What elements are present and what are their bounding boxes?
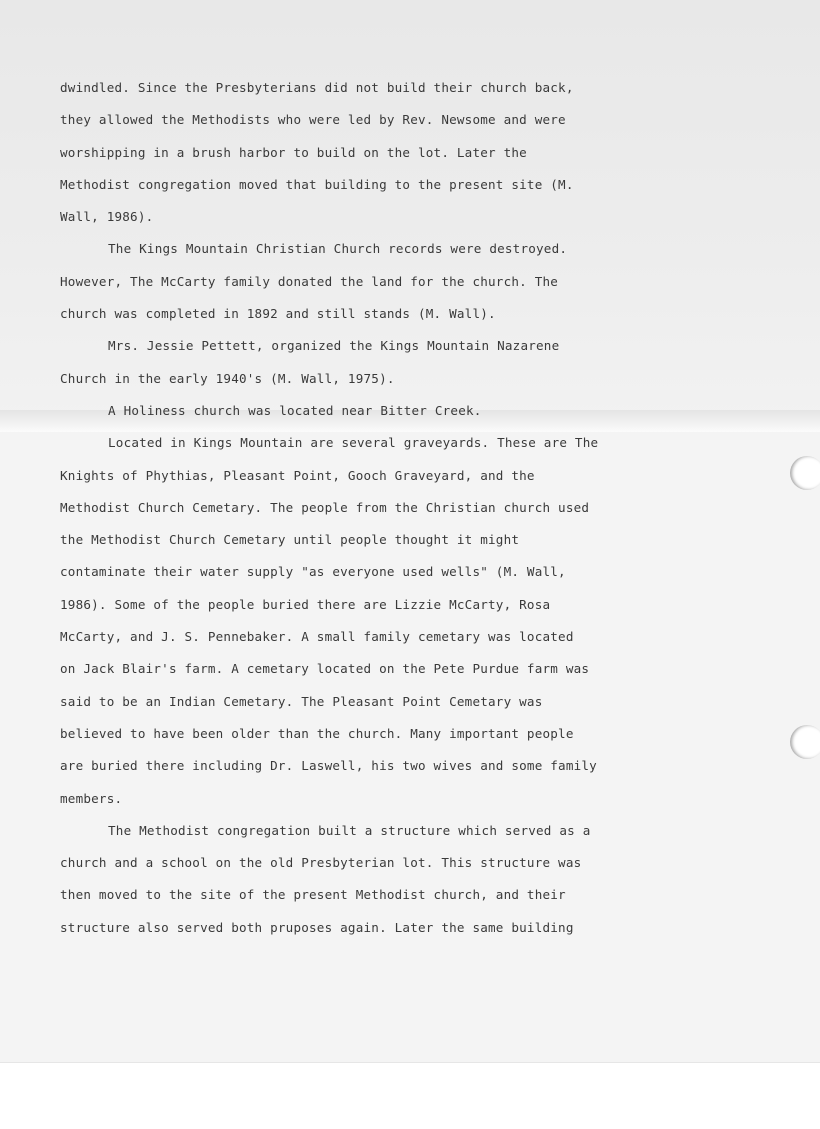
text-line: then moved to the site of the present Methodist church, and their bbox=[60, 887, 566, 903]
text-line: Methodist Church Cemetary. The people from the Christian church used bbox=[60, 499, 590, 515]
text-line: However, The McCarty family donated the land for the church. The bbox=[60, 273, 559, 289]
text-line: church was completed in 1892 and still stands (M. Wall). bbox=[60, 306, 496, 322]
document-body bbox=[60, 72, 760, 944]
text-line: The Kings Mountain Christian Church records were destroyed. bbox=[108, 241, 568, 257]
punch-hole-icon bbox=[790, 456, 820, 490]
text-line: Knights of Phythias, Pleasant Point, Gooch Graveyard, and the bbox=[60, 467, 535, 483]
text-line: believed to have been older than the church. Many important people bbox=[60, 725, 574, 741]
text-line: structure also served both pruposes again. Later the same building bbox=[60, 919, 574, 935]
text-line: on Jack Blair's farm. A cemetary located on the Pete Purdue farm was bbox=[60, 661, 590, 677]
text-line: dwindled. Since the Presbyterians did not build their church back, bbox=[60, 80, 574, 95]
text-line: worshipping in a brush harbor to build on the lot. Later the bbox=[60, 144, 527, 160]
text-line: Church in the early 1940's (M. Wall, 1975). bbox=[60, 370, 395, 386]
text-line: McCarty, and J. S. Pennebaker. A small family cemetary was located bbox=[60, 629, 574, 645]
text-line: said to be an Indian Cemetary. The Pleasant Point Cemetary was bbox=[60, 693, 543, 709]
text-line: church and a school on the old Presbyterian lot. This structure was bbox=[60, 855, 582, 871]
paragraph-holiness-church bbox=[60, 395, 760, 427]
text-line: A Holiness church was located near Bitter Creek. bbox=[108, 402, 482, 418]
paragraph-methodist-structure bbox=[60, 815, 760, 944]
paragraph-christian-church bbox=[60, 233, 760, 330]
text-line: Mrs. Jessie Pettett, organized the Kings Mountain Nazarene bbox=[108, 338, 560, 354]
text-line: Methodist congregation moved that building to the present site (M. bbox=[60, 176, 574, 192]
punch-hole-icon bbox=[790, 725, 820, 759]
text-line: The Methodist congregation built a structure which served as a bbox=[108, 822, 591, 838]
text-line: Located in Kings Mountain are several graveyards. These are The bbox=[108, 435, 599, 451]
text-line: contaminate their water supply "as everyone used wells" (M. Wall, bbox=[60, 564, 566, 580]
text-line: they allowed the Methodists who were led by Rev. Newsome and were bbox=[60, 112, 566, 128]
paragraph-graveyards bbox=[60, 427, 760, 815]
paragraph-continuation bbox=[60, 72, 760, 233]
text-line: are buried there including Dr. Laswell, his two wives and some family bbox=[60, 758, 597, 774]
text-line: members. bbox=[60, 790, 123, 806]
paragraph-nazarene-church bbox=[60, 330, 760, 395]
page-bottom-edge bbox=[0, 1062, 820, 1129]
text-line: the Methodist Church Cemetary until people thought it might bbox=[60, 532, 520, 548]
text-line: 1986). Some of the people buried there are Lizzie McCarty, Rosa bbox=[60, 596, 551, 612]
text-line: Wall, 1986). bbox=[60, 209, 154, 225]
